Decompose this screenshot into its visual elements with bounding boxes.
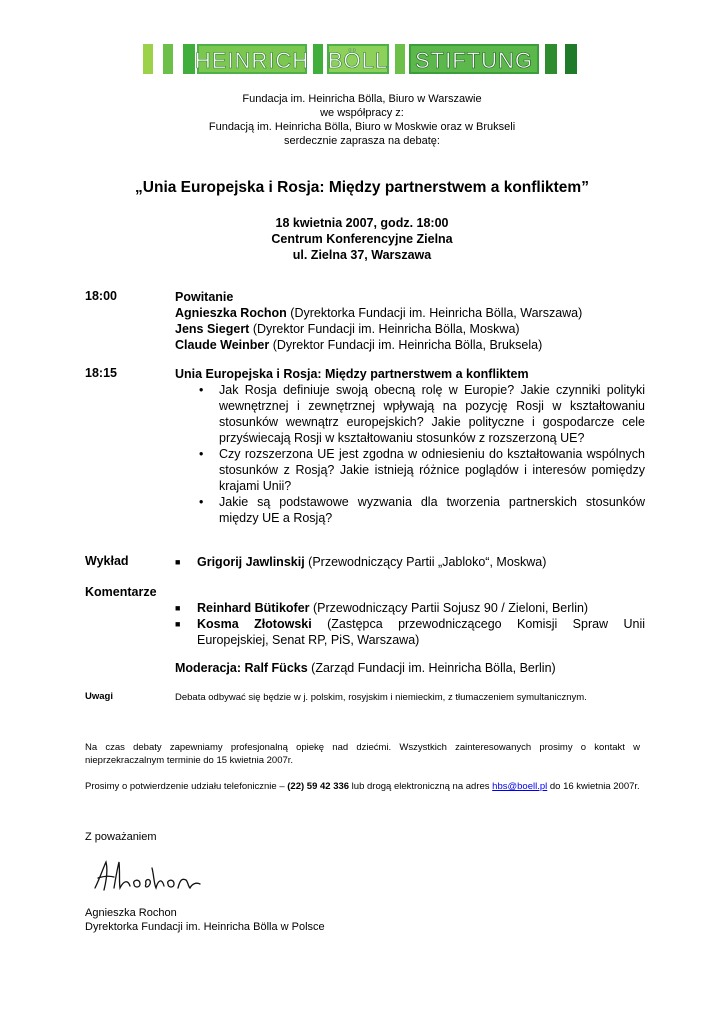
speaker-role: (Dyrektor Fundacji im. Heinricha Bölla, Moskwa)	[249, 322, 520, 336]
speaker-name: Agnieszka Rochon	[175, 306, 287, 320]
notes-label: Uwagi	[85, 691, 113, 702]
welcome-session	[175, 289, 645, 353]
rsvp-middle: lub drogą elektroniczną na adres	[349, 781, 493, 792]
question-list	[175, 382, 645, 526]
comments-label: Komentarze	[85, 585, 157, 599]
moderation-text	[175, 660, 645, 676]
svg-text:STIFTUNG: STIFTUNG	[415, 48, 533, 73]
session-heading: Unia Europejska i Rosja: Między partnerstwem a konfliktem	[175, 367, 529, 381]
speaker-role: (Dyrektorka Fundacji im. Heinricha Bölla, Warszawa)	[286, 306, 583, 320]
rsvp-text	[85, 780, 640, 793]
intro-line: serdecznie zaprasza na debatę:	[284, 135, 440, 147]
debate-session	[175, 366, 645, 526]
lecturer-name: Grigorij Jawlinskij	[197, 555, 305, 569]
debate-title: „Unia Europejska i Rosja: Między partnerstwem a konfliktem”	[135, 179, 589, 196]
speaker-name: Claude Weinber	[175, 338, 270, 352]
moderator-role: (Zarząd Fundacji im. Heinricha Bölla, Berlin)	[307, 661, 556, 675]
svg-text:BÖLL: BÖLL	[327, 48, 389, 73]
lecturer-role: (Przewodniczący Partii „Jabloko“, Moskwa)	[304, 555, 547, 569]
commentator-item	[175, 616, 645, 648]
commentator-role: (Przewodniczący Partii Sojusz 90 / Zieloni, Berlin)	[309, 601, 589, 615]
event-venue: Centrum Konferencyjne Zielna	[271, 232, 453, 246]
square-bullet-icon: ■	[175, 603, 181, 613]
rsvp-phone: (22) 59 42 336	[287, 781, 350, 792]
question-item: • Jakie są podstawowe wyzwania dla tworzenia partnerskich stosunków między UE a Rosją?	[175, 494, 645, 526]
moderation-line	[175, 660, 645, 676]
signature	[90, 858, 205, 898]
session-heading: Powitanie	[175, 290, 234, 304]
closing-greeting: Z poważaniem	[85, 831, 157, 843]
rsvp-after: do 16 kwietnia 2007r.	[547, 781, 640, 792]
commentator-name: Kosma Złotowski	[197, 617, 312, 631]
event-address: ul. Zielna 37, Warszawa	[292, 248, 432, 262]
childcare-text: Na czas debaty zapewniamy profesjonalną opiekę nad dziećmi. Wszystkich zainteresowanych prosimy o kontakt w nieprzekraczalnym terminie do 15 kwietnia 2007r.	[85, 742, 640, 766]
svg-text:HEINRICH: HEINRICH	[194, 48, 310, 73]
closing-signoff	[85, 906, 325, 934]
event-details	[0, 215, 724, 263]
speaker-line	[175, 321, 645, 337]
commentator-item	[175, 600, 645, 616]
speaker-line	[175, 337, 645, 353]
intro-line: Fundacja im. Heinricha Bölla, Biuro w Warszawie	[242, 93, 482, 105]
square-bullet-icon: ■	[175, 557, 181, 567]
comments-block	[175, 600, 645, 648]
lecture-block	[175, 554, 645, 570]
session-time: 18:00	[85, 289, 117, 303]
event-date: 18 kwietnia 2007, godz. 18:00	[275, 216, 449, 230]
speaker-role: (Dyrektor Fundacji im. Heinricha Bölla, Bruksela)	[269, 338, 543, 352]
moderator: Moderacja: Ralf Fücks	[175, 661, 308, 675]
commentator-name: Reinhard Bütikofer	[197, 601, 310, 615]
notes-text: Debata odbywać się będzie w j. polskim, rosyjskim i niemieckim, z tłumaczeniem symultanicznym.	[175, 692, 587, 703]
session-time: 18:15	[85, 366, 117, 380]
square-bullet-icon: ■	[175, 619, 181, 629]
lecturer-item	[175, 554, 645, 570]
intro-text	[0, 92, 724, 148]
intro-line: Fundacją im. Heinricha Bölla, Biuro w Moskwie oraz w Brukseli	[208, 121, 516, 133]
intro-line: we współpracy z:	[320, 107, 404, 119]
commentator-role: (Zastępca przewodniczącego Komisji Spraw Unii Europejskiej, Senat RP, PiS, Warszawa)	[197, 617, 646, 647]
rsvp-before: Prosimy o potwierdzenie udziału telefonicznie –	[85, 781, 288, 792]
heinrich-boell-stiftung-logo	[143, 44, 583, 74]
speaker-name: Jens Siegert	[175, 322, 250, 336]
signer-position: Dyrektorka Fundacji im. Heinricha Bölla w Polsce	[85, 921, 325, 933]
speaker-line	[175, 305, 645, 321]
signer-name: Agnieszka Rochon	[85, 907, 177, 919]
question-item: • Czy rozszerzona UE jest zgodna w odniesieniu do kształtowania wspólnych stosunków z Rosją? Jakie istnieją różnice poglądów i interesów pomiędzy krajami Unii?	[175, 446, 645, 494]
question-item: • Jak Rosja definiuje swoją obecną rolę w Europie? Jakie czynniki polityki wewnętrznej i zewnętrznej wpływają na pozycję Rosji w kształtowaniu stosunków wewnątrz europejskich? Jakie polityczne i gospodarcze cele przyświecają Rosji w kształtowaniu stosunków z rozszerzoną UE?	[175, 382, 645, 446]
lecture-label: Wykład	[85, 554, 129, 568]
rsvp-email-link[interactable]: hbs@boell.pl	[492, 781, 548, 792]
